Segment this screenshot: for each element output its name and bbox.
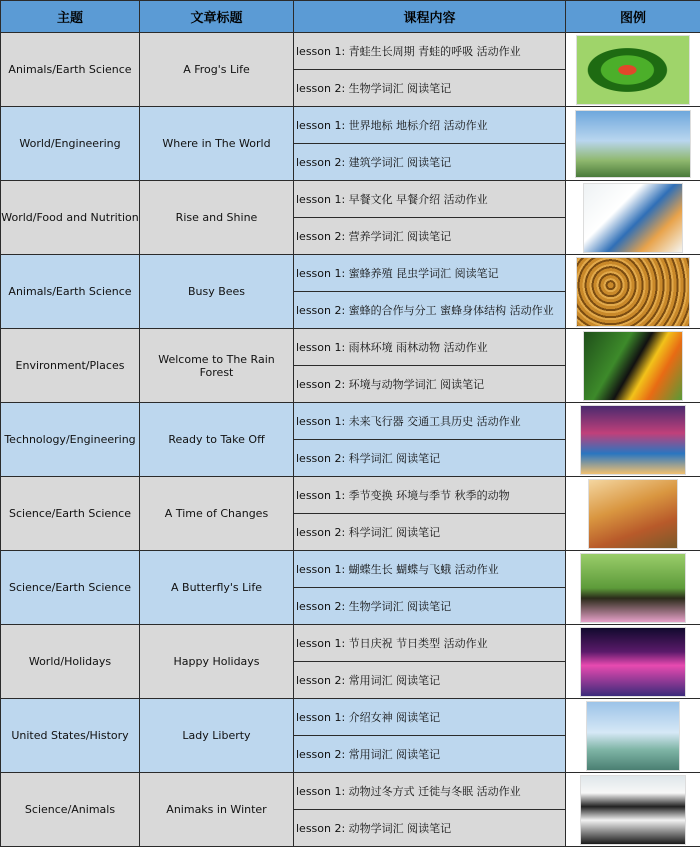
lesson-1-cell: lesson 1: 蝴蝶生长 蝴蝶与飞蛾 活动作业 — [294, 551, 566, 588]
lesson-2-cell: lesson 2: 常用词汇 阅读笔记 — [294, 736, 566, 773]
lesson-1-cell: lesson 1: 未来飞行器 交通工具历史 活动作业 — [294, 403, 566, 440]
topic-cell: World/Holidays — [1, 625, 140, 699]
illustration-cell — [566, 551, 700, 625]
article-title-cell: Happy Holidays — [140, 625, 294, 699]
topic-cell: Animals/Earth Science — [1, 255, 140, 329]
article-title-cell: A Butterfly's Life — [140, 551, 294, 625]
article-title-cell: A Time of Changes — [140, 477, 294, 551]
statue-of-liberty-photo — [586, 701, 680, 771]
lesson-1-cell: lesson 1: 早餐文化 早餐介绍 活动作业 — [294, 181, 566, 218]
table-row — [1, 625, 700, 662]
article-title-cell: A Frog's Life — [140, 33, 294, 107]
table-row — [1, 329, 700, 366]
lesson-2-cell: lesson 2: 蜜蜂的合作与分工 蜜蜂身体结构 活动作业 — [294, 292, 566, 329]
honeycomb-bees-photo — [576, 257, 690, 327]
header-row — [1, 1, 700, 33]
lesson-2-cell: lesson 2: 环境与动物学词汇 阅读笔记 — [294, 366, 566, 403]
lesson-2-cell: lesson 2: 生物学词汇 阅读笔记 — [294, 588, 566, 625]
lesson-2-cell: lesson 2: 科学词汇 阅读笔记 — [294, 440, 566, 477]
article-title-cell: Animaks in Winter — [140, 773, 294, 847]
illustration-cell — [566, 403, 700, 477]
article-title-cell: Busy Bees — [140, 255, 294, 329]
lesson-1-cell: lesson 1: 节日庆祝 节日类型 活动作业 — [294, 625, 566, 662]
article-title-cell: Welcome to The Rain Forest — [140, 329, 294, 403]
table-row — [1, 403, 700, 440]
lesson-1-cell: lesson 1: 动物过冬方式 迁徙与冬眠 活动作业 — [294, 773, 566, 810]
lesson-1-cell: lesson 1: 世界地标 地标介绍 活动作业 — [294, 107, 566, 144]
penguins-photo — [580, 775, 686, 845]
table-row — [1, 699, 700, 736]
topic-cell: World/Engineering — [1, 107, 140, 181]
illustration-cell — [566, 329, 700, 403]
eiffel-tower-photo — [575, 110, 691, 178]
article-title-cell: Where in The World — [140, 107, 294, 181]
table-row — [1, 477, 700, 514]
table-row — [1, 33, 700, 70]
header-illustration: 图例 — [566, 1, 700, 33]
lesson-2-cell: lesson 2: 科学词汇 阅读笔记 — [294, 514, 566, 551]
header-lessons: 课程内容 — [294, 1, 566, 33]
table-row — [1, 255, 700, 292]
illustration-cell — [566, 477, 700, 551]
tree-frog-photo — [576, 35, 690, 105]
topic-cell: World/Food and Nutrition — [1, 181, 140, 255]
lesson-1-cell: lesson 1: 青蛙生长周期 青蛙的呼吸 活动作业 — [294, 33, 566, 70]
lesson-1-cell: lesson 1: 介绍女神 阅读笔记 — [294, 699, 566, 736]
topic-cell: Science/Earth Science — [1, 477, 140, 551]
autumn-child-photo — [588, 479, 678, 549]
topic-cell: Science/Animals — [1, 773, 140, 847]
lesson-2-cell: lesson 2: 动物学词汇 阅读笔记 — [294, 810, 566, 847]
table-row — [1, 551, 700, 588]
article-title-cell: Ready to Take Off — [140, 403, 294, 477]
lesson-1-cell: lesson 1: 雨林环境 雨林动物 活动作业 — [294, 329, 566, 366]
table-row — [1, 107, 700, 144]
topic-cell: Animals/Earth Science — [1, 33, 140, 107]
lesson-2-cell: lesson 2: 营养学词汇 阅读笔记 — [294, 218, 566, 255]
illustration-cell — [566, 773, 700, 847]
table-row — [1, 181, 700, 218]
lesson-1-cell: lesson 1: 季节变换 环境与季节 秋季的动物 — [294, 477, 566, 514]
table-row — [1, 773, 700, 810]
illustration-cell — [566, 181, 700, 255]
header-topic: 主题 — [1, 1, 140, 33]
butterfly-photo — [580, 553, 686, 623]
lesson-2-cell: lesson 2: 建筑学词汇 阅读笔记 — [294, 144, 566, 181]
fireworks-photo — [580, 627, 686, 697]
article-title-cell: Rise and Shine — [140, 181, 294, 255]
lesson-2-cell: lesson 2: 常用词汇 阅读笔记 — [294, 662, 566, 699]
topic-cell: Technology/Engineering — [1, 403, 140, 477]
toucan-photo — [583, 331, 683, 401]
topic-cell: United States/History — [1, 699, 140, 773]
lesson-2-cell: lesson 2: 生物学词汇 阅读笔记 — [294, 70, 566, 107]
futuristic-city-photo — [580, 405, 686, 475]
illustration-cell — [566, 33, 700, 107]
illustration-cell — [566, 107, 700, 181]
topic-cell: Environment/Places — [1, 329, 140, 403]
illustration-cell — [566, 255, 700, 329]
header-title: 文章标题 — [140, 1, 294, 33]
illustration-cell — [566, 699, 700, 773]
topic-cell: Science/Earth Science — [1, 551, 140, 625]
illustration-cell — [566, 625, 700, 699]
article-title-cell: Lady Liberty — [140, 699, 294, 773]
boy-eating-breakfast-photo — [583, 183, 683, 253]
lesson-1-cell: lesson 1: 蜜蜂养殖 昆虫学词汇 阅读笔记 — [294, 255, 566, 292]
